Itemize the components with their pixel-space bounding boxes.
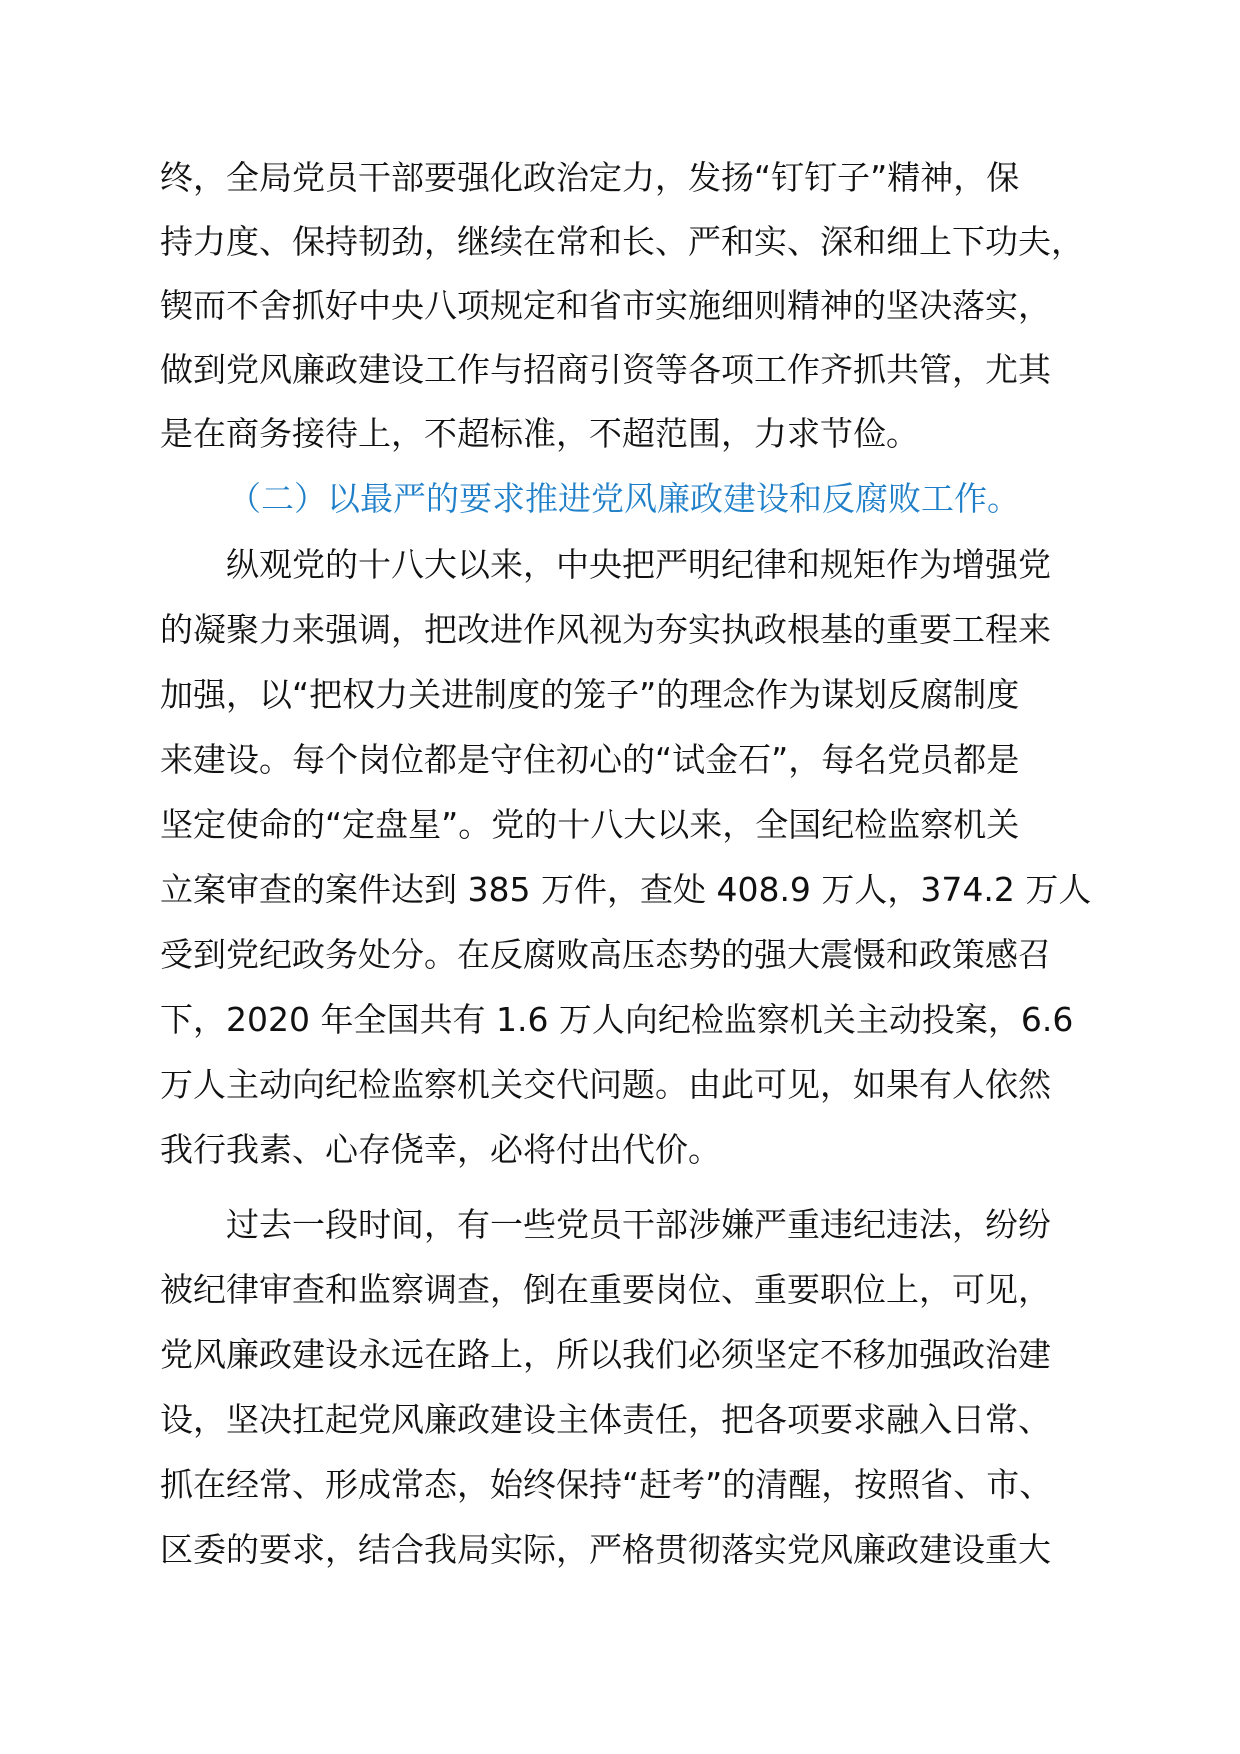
text-line-2: 持力度、保持韧劲，继续在常和长、严和实、深和细上下功夫， xyxy=(160,222,1084,261)
text-line-21: 抓在经常、形成常态，始终保持“赶考”的清醒，按照省、市、 xyxy=(160,1465,1053,1504)
text-line-8: 的凝聚力来强调，把改进作风视为夯实执政根基的重要工程来 xyxy=(160,610,1051,649)
text-line-9: 加强，以“把权力关进制度的笼子”的理念作为谋划反腐制度 xyxy=(160,675,1020,714)
text-line-5: 是在商务接待上，不超标准，不超范围，力求节俭。 xyxy=(160,414,919,453)
text-line-22: 区委的要求，结合我局实际，严格贯彻落实党风廉政建设重大 xyxy=(160,1530,1051,1569)
text-line-3: 锲而不舍抓好中央八项规定和省市实施细则精神的坚决落实， xyxy=(160,286,1051,325)
text-line-18: 被纪律审查和监察调查，倒在重要岗位、重要职位上，可见， xyxy=(160,1270,1051,1309)
text-line-17: 过去一段时间，有一些党员干部涉嫌严重违纪违法，纷纷 xyxy=(226,1205,1051,1244)
text-line-16: 我行我素、心存侥幸，必将付出代价。 xyxy=(160,1130,721,1169)
text-line-20: 设，坚决扛起党风廉政建设主体责任，把各项要求融入日常、 xyxy=(160,1400,1051,1439)
section-heading: （二）以最严的要求推进党风廉政建设和反腐败工作。 xyxy=(228,479,1020,518)
text-line-4: 做到党风廉政建设工作与招商引资等各项工作齐抓共管，尤其 xyxy=(160,350,1051,389)
text-line-10: 来建设。每个岗位都是守住初心的“试金石”，每名党员都是 xyxy=(160,740,1020,779)
text-line-1: 终，全局党员干部要强化政治定力，发扬“钉钉子”精神，保 xyxy=(160,158,1020,197)
text-line-14: 下，2020 年全国共有 1.6 万人向纪检监察机关主动投案，6.6 xyxy=(160,1000,1074,1039)
text-line-15: 万人主动向纪检监察机关交代问题。由此可见，如果有人依然 xyxy=(160,1065,1051,1104)
text-line-19: 党风廉政建设永远在路上，所以我们必须坚定不移加强政治建 xyxy=(160,1335,1051,1374)
text-line-7: 纵观党的十八大以来，中央把严明纪律和规矩作为增强党 xyxy=(226,545,1051,584)
text-line-12: 立案审查的案件达到 385 万件，查处 408.9 万人，374.2 万人 xyxy=(160,870,1092,909)
text-line-11: 坚定使命的“定盘星”。党的十八大以来，全国纪检监察机关 xyxy=(160,805,1020,844)
text-line-13: 受到党纪政务处分。在反腐败高压态势的强大震慑和政策感召 xyxy=(160,935,1051,974)
